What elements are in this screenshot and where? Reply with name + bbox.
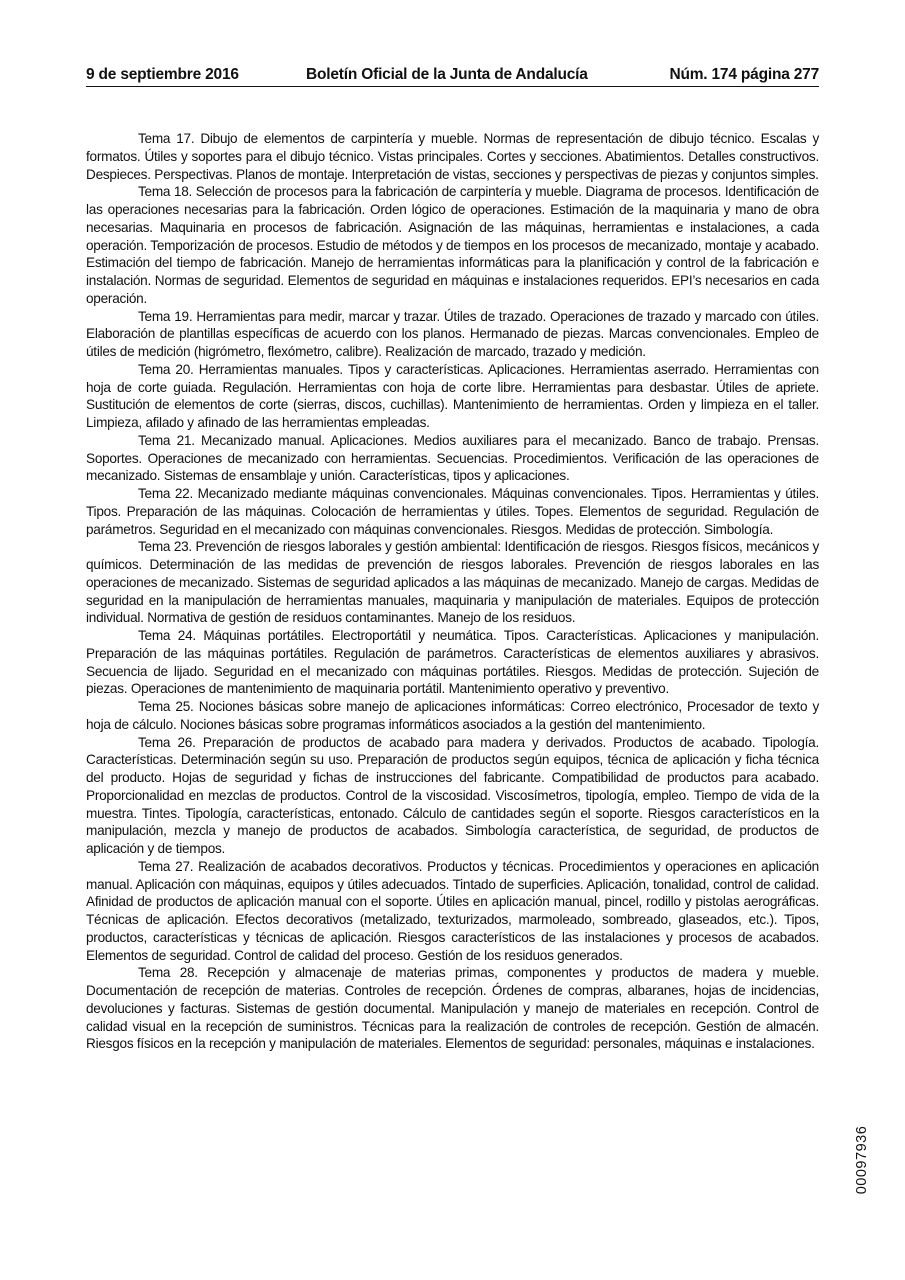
paragraph-tema-24: Tema 24. Máquinas portátiles. Electroportátil y neumática. Tipos. Características. Aplicaciones y manipulación. Preparación de las máquinas portátiles. Regulación de parámetros. Características de elementos auxiliares y abrasivos. Secuencia de lijado. Seguridad en el mecanizado con máquinas portátiles. Riesgos. Medidas de protección. Sujeción de piezas. Operaciones de mantenimiento de maquinaria portátil. Mantenimiento operativo y preventivo. (86, 628, 819, 697)
document-body (86, 130, 819, 1053)
document-side-code (852, 1120, 872, 1200)
paragraph-tema-25: Tema 25. Nociones básicas sobre manejo de aplicaciones informáticas: Correo electrónico, Procesador de texto y hoja de cálculo. Nociones básicas sobre programas informáticos asociados a la gestión del mantenimiento. (86, 699, 819, 732)
paragraph-tema-26: Tema 26. Preparación de productos de acabado para madera y derivados. Productos de acabado. Tipología. Características. Determinación según su uso. Preparación de productos según equipos, técnica de aplicación y ficha técnica del producto. Hojas de seguridad y fichas de instrucciones del fabricante. Compatibilidad de productos para acabado. Proporcionalidad en mezclas de productos. Control de la viscosidad. Viscosímetros, tipología, empleo. Tiempo de vida de la muestra. Tintes. Tipología, características, entonado. Cálculo de cantidades según el soporte. Riesgos característicos en la manipulación, mezcla y manejo de productos de acabados. Simbología característica, de seguridad, de productos de aplicación y de tiempos. (86, 734, 819, 856)
header-publication-title: Boletín Oficial de la Junta de Andalucía (306, 66, 588, 83)
paragraph-tema-23: Tema 23. Prevención de riesgos laborales y gestión ambiental: Identificación de riesgos. Riesgos físicos, mecánicos y químicos. Determinación de las medidas de prevención de riesgos laborales. Prevención de riesgos laborales en las operaciones de mecanizado. Sistemas de seguridad aplicados a las máquinas de mecanizado. Manejo de cargas. Medidas de seguridad en la manipulación de herramientas manuales, maquinaria y manipulación de materiales. Equipos de protección individual. Normativa de gestión de residuos contaminantes. Manejo de los residuos. (86, 539, 819, 626)
paragraph-tema-17: Tema 17. Dibujo de elementos de carpintería y mueble. Normas de representación de dibujo técnico. Escalas y formatos. Útiles y soportes para el dibujo técnico. Vistas principales. Cortes y secciones. Abatimientos. Detalles constructivos. Despieces. Perspectivas. Planos de montaje. Interpretación de vistas, secciones y perspectivas de piezas y conjuntos simples. (86, 131, 819, 182)
paragraph-tema-22: Tema 22. Mecanizado mediante máquinas convencionales. Máquinas convencionales. Tipos. Herramientas y útiles. Tipos. Preparación de las máquinas. Colocación de herramientas y útiles. Topes. Elementos de seguridad. Regulación de parámetros. Seguridad en el mecanizado con máquinas convencionales. Riesgos. Medidas de protección. Simbología. (86, 486, 819, 537)
header-issue-page: Núm. 174 página 277 (669, 66, 819, 83)
paragraph-tema-20: Tema 20. Herramientas manuales. Tipos y características. Aplicaciones. Herramientas aserrado. Herramientas con hoja de corte guiada. Regulación. Herramientas con hoja de corte libre. Herramientas para desbastar. Útiles de apriete. Sustitución de elementos de corte (sierras, discos, cuchillas). Mantenimiento de herramientas. Orden y limpieza en el taller. Limpieza, afilado y afinado de las herramientas empleadas. (86, 361, 819, 430)
paragraph-tema-21: Tema 21. Mecanizado manual. Aplicaciones. Medios auxiliares para el mecanizado. Banco de trabajo. Prensas. Soportes. Operaciones de mecanizado con herramientas. Secuencias. Procedimientos. Verificación de las operaciones de mecanizado. Sistemas de ensamblaje y unión. Características, tipos y aplicaciones. (86, 432, 819, 484)
side-code-text: 00097936 (854, 1125, 870, 1195)
paragraph-tema-27: Tema 27. Realización de acabados decorativos. Productos y técnicas. Procedimientos y operaciones en aplicación manual. Aplicación con máquinas, equipos y útiles adecuados. Tintado de superficies. Aplicación, tonalidad, control de calidad. Afinidad de productos de aplicación manual con el soporte. Útiles en aplicación manual, pincel, rodillo y pistolas aerográficas. Técnicas de aplicación. Efectos decorativos (metalizado, texturizados, marmoleado, sombreado, glaseados, etc.). Tipos, productos, características y técnicas de aplicación. Riesgos característicos de las instalaciones y procesos de acabados. Elementos de seguridad. Control de calidad del proceso. Gestión de los residuos generados. (86, 858, 819, 963)
paragraph-tema-28: Tema 28. Recepción y almacenaje de materias primas, componentes y productos de madera y mueble. Documentación de recepción de materias. Controles de recepción. Órdenes de compras, albaranes, hojas de incidencias, devoluciones y facturas. Sistemas de gestión documental. Manipulación y manejo de materiales en recepción. Control de calidad visual en la recepción de suministros. Técnicas para la realización de controles de recepción. Gestión de almacén. Riesgos físicos en la recepción y manipulación de materiales. Elementos de seguridad: personales, máquinas e instalaciones. (86, 965, 819, 1052)
paragraph-tema-18: Tema 18. Selección de procesos para la fabricación de carpintería y mueble. Diagrama de procesos. Identificación de las operaciones necesarias para la fabricación. Orden lógico de operaciones. Estimación de la maquinaria y mano de obra necesarias. Maquinaria en procesos de fabricación. Asignación de las máquinas, herramientas e instalaciones, a cada operación. Temporización de procesos. Estudio de métodos y de tiempos en los procesos de mecanizado, montaje y acabado. Estimación del tiempo de fabricación. Manejo de herramientas informáticas para la planificación y control de la fabricación e instalación. Normas de seguridad. Elementos de seguridad en máquinas e instalaciones requeridos. EPI’s necesarios en cada operación. (86, 184, 819, 306)
paragraph-tema-19: Tema 19. Herramientas para medir, marcar y trazar. Útiles de trazado. Operaciones de trazado y marcado con útiles. Elaboración de plantillas específicas de acuerdo con los planos. Hermanado de piezas. Marcas convencionales. Empleo de útiles de medición (higrómetro, flexómetro, calibre). Realización de marcado, trazado y medición. (86, 308, 819, 359)
page-header (86, 64, 819, 87)
header-date: 9 de septiembre 2016 (86, 66, 239, 83)
